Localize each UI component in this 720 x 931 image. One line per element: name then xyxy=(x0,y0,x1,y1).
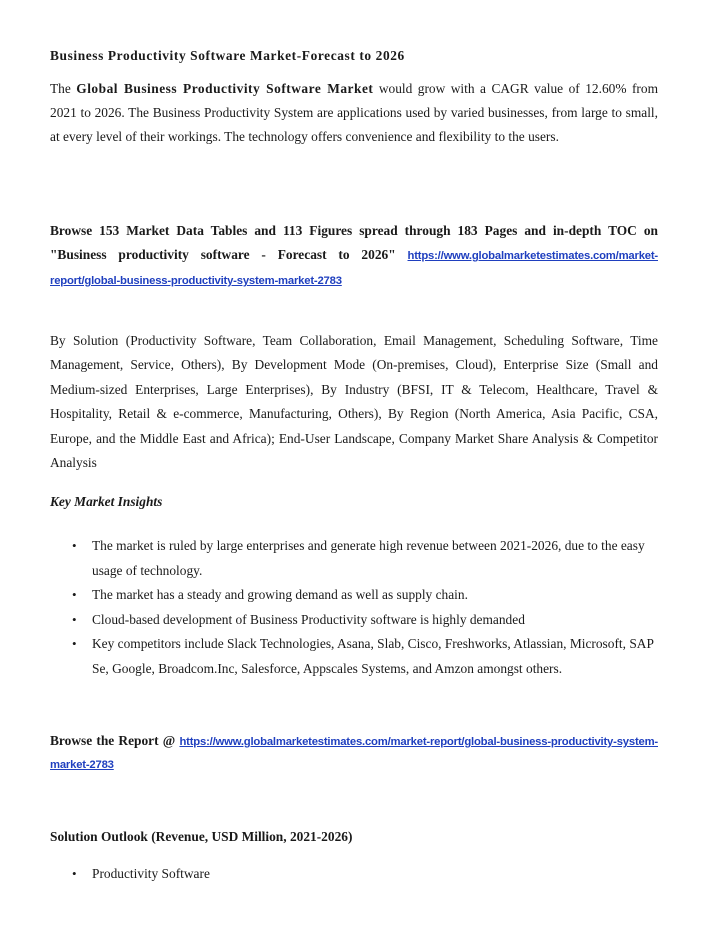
list-item-text: Productivity Software xyxy=(92,866,210,881)
intro-paragraph xyxy=(50,77,658,149)
bullet-icon: • xyxy=(72,611,77,627)
report-link[interactable]: https://www.globalmarketestimates.com/market-report/global-business-productivity-system-market-2783 xyxy=(50,250,658,287)
intro-market-name: Global Business Productivity Software Market xyxy=(76,81,374,96)
bullet-icon: • xyxy=(72,866,77,881)
solution-outlook-heading: Solution Outlook (Revenue, USD Million, 2021-2026) xyxy=(50,829,353,844)
list-item-text: Cloud-based development of Business Productivity software is highly demanded xyxy=(92,611,525,627)
browse-report-2-text: Browse the Report @ xyxy=(50,733,180,748)
browse-report-text: Browse 153 Market Data Tables and 113 Figures spread through 183 Pages and in-depth TOC on "Business productivity software - Forecast to 2026" xyxy=(50,223,658,262)
list-item xyxy=(50,534,658,583)
bullet-icon: • xyxy=(72,587,77,602)
bullet-icon: • xyxy=(72,636,77,651)
list-item-text: The market has a steady and growing demand as well as supply chain. xyxy=(92,587,468,602)
intro-lead: The xyxy=(50,81,77,96)
report-link-2[interactable]: https://www.globalmarketestimates.com/market-report/global-business-productivity-system-market-2783 xyxy=(50,736,658,771)
list-item-text: Key competitors include Slack Technologies, Asana, Slab, Cisco, Freshworks, Atlassian, Microsoft, SAP Se, Google, Broadcom.Inc, Salesforce, Appscales Systems, and Amzon amongst others. xyxy=(92,636,654,676)
list-item xyxy=(50,862,658,887)
list-item xyxy=(50,632,658,681)
solution-outlook-list xyxy=(50,862,658,887)
list-item-text: The market is ruled by large enterprises and generate high revenue between 2021-2026, due to the easy usage of technology. xyxy=(92,538,645,578)
document-title: Business Productivity Software Market-Forecast to 2026 xyxy=(50,48,405,63)
list-item xyxy=(50,583,658,608)
key-insights-heading: Key Market Insights xyxy=(50,494,163,509)
browse-report-paragraph xyxy=(50,219,658,293)
intro-rest: would grow with a CAGR value of 12.60% from 2021 to 2026. The Business Productivity System are applications used by varied businesses, from large to small, at every level of their workings. The technology offers convenience and flexibility to the users. xyxy=(50,81,658,144)
bullet-icon: • xyxy=(72,538,77,553)
browse-report-2-paragraph xyxy=(50,730,658,776)
segmentation-paragraph: By Solution (Productivity Software, Team Collaboration, Email Management, Scheduling Software, Time Management, Service, Others), By Development Mode (On-premises, Cloud), Enterprise Size (Small and Medium-sized Enterprises, Large Enterprises), By Industry (BFSI, IT & Telecom, Healthcare, Travel & Hospitality, Retail & e-commerce, Manufacturing, Others), By Region (North America, Asia Pacific, CSA, Europe, and the Middle East and Africa); End-User Landscape, Company Market Share Analysis & Competitor Analysis xyxy=(50,333,658,471)
list-item xyxy=(50,608,658,633)
key-insights-list xyxy=(50,534,658,681)
